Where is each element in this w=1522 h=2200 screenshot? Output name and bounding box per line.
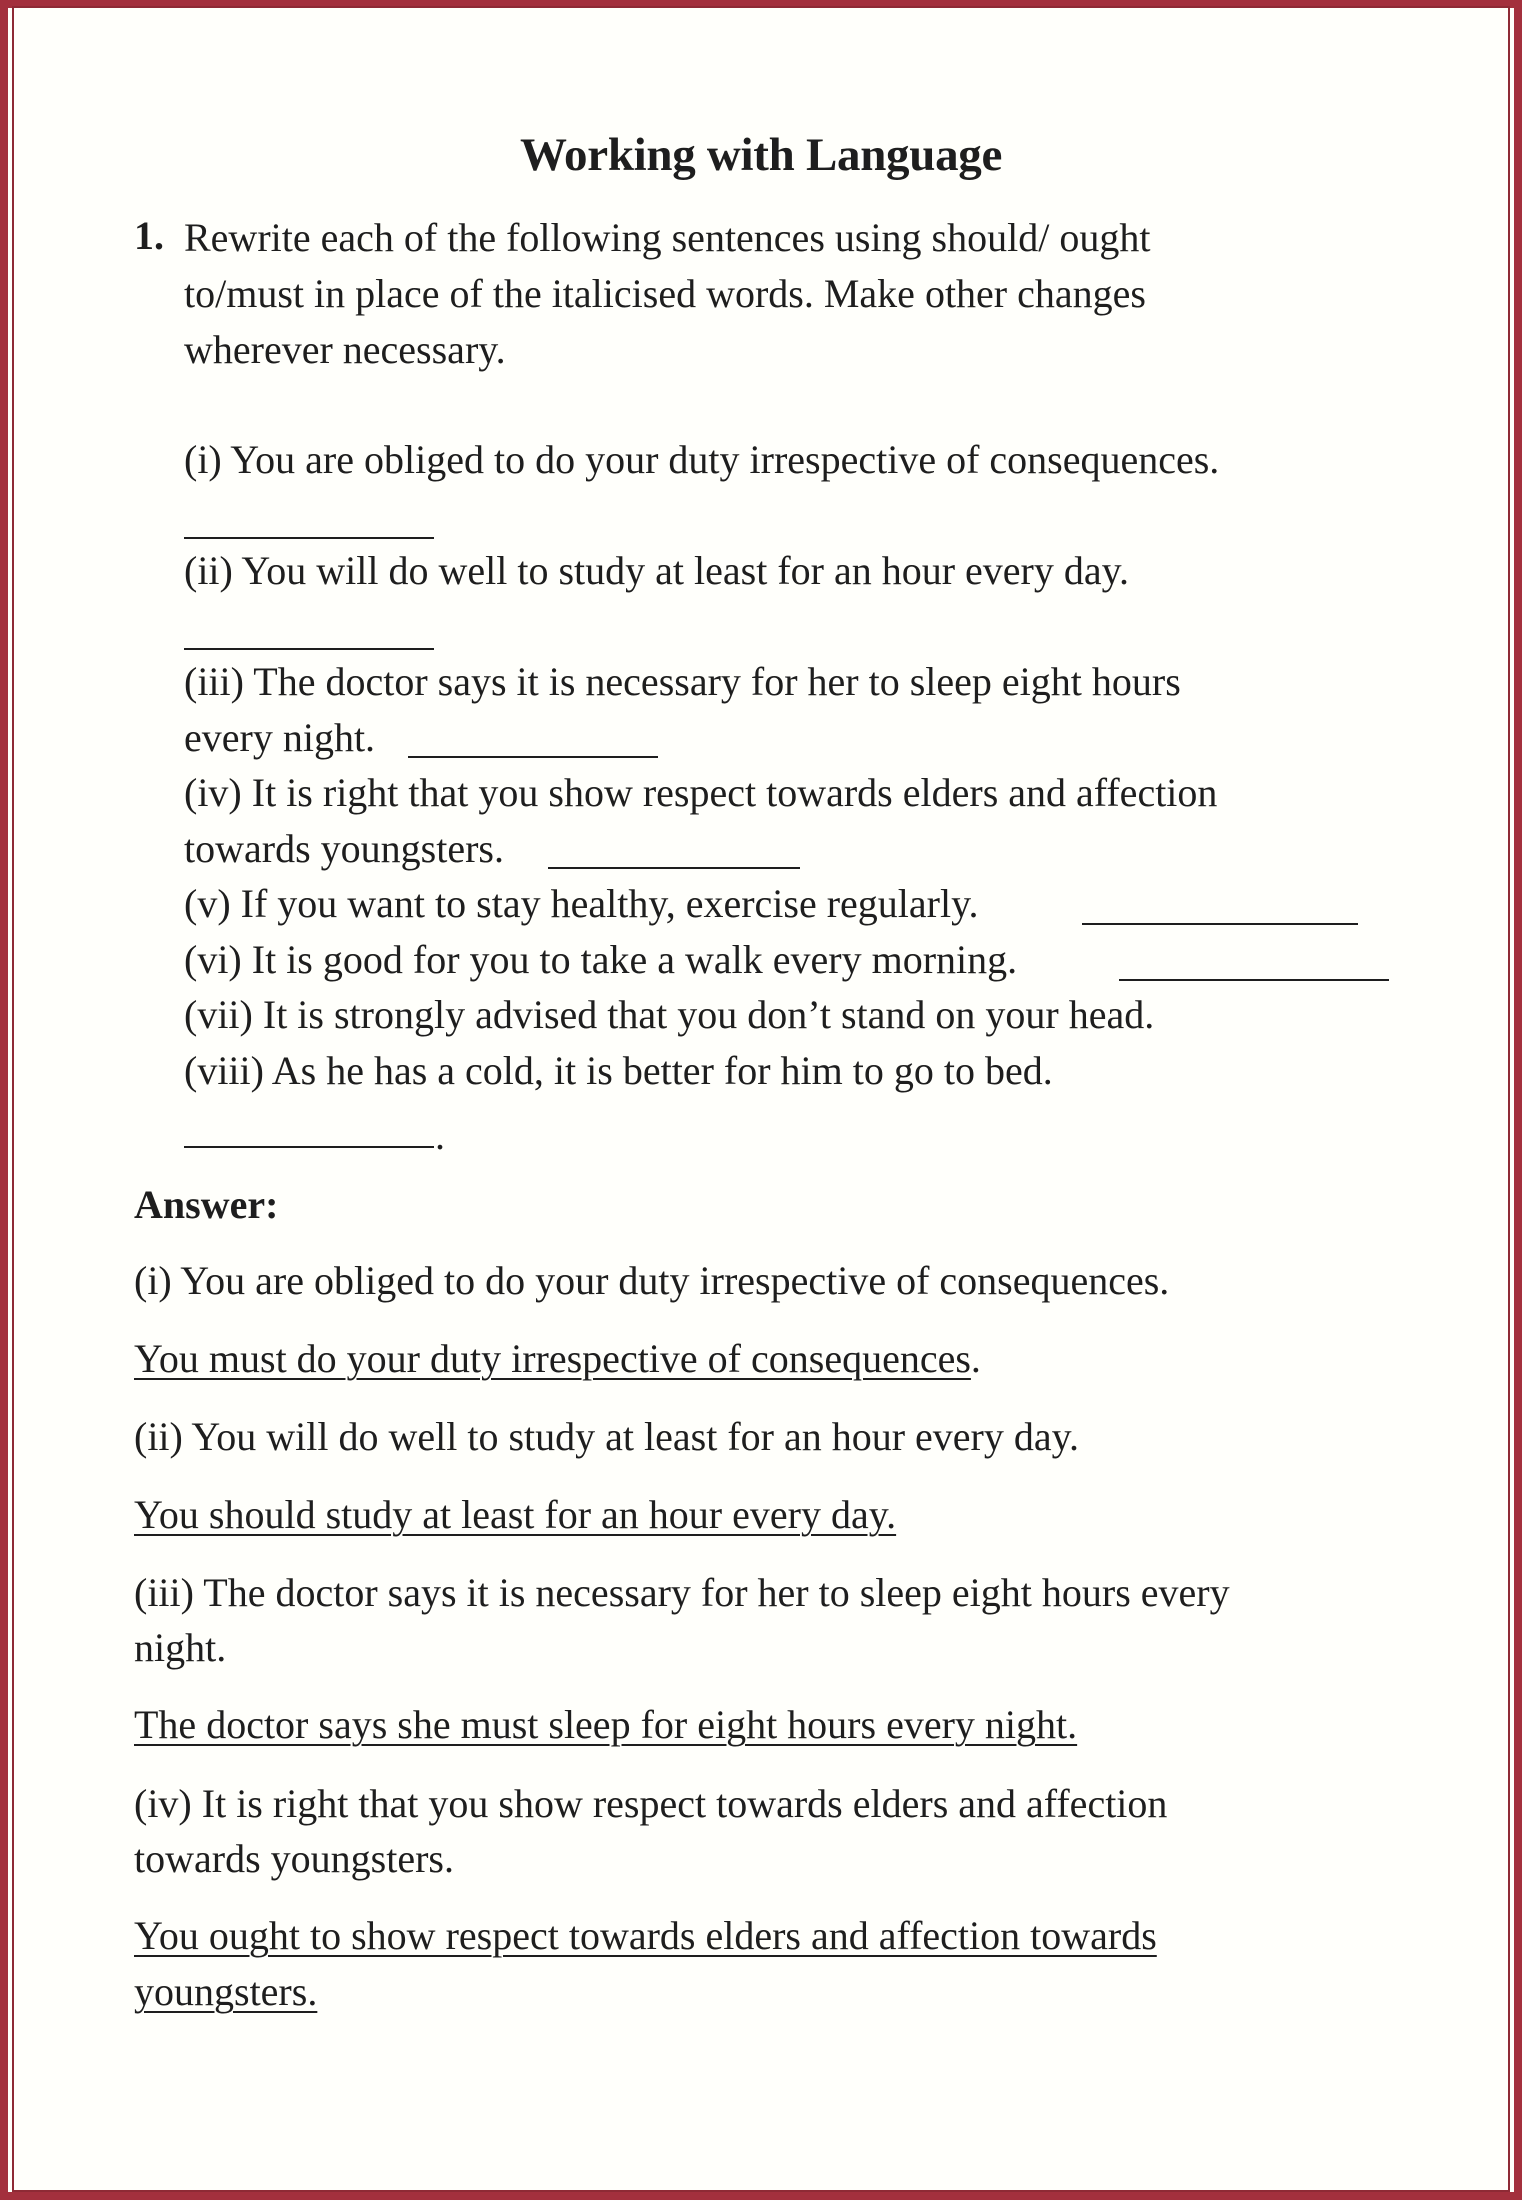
answer-blank-i[interactable] xyxy=(184,536,434,539)
question-item-v: (v) If you want to stay healthy, exercise regularly. xyxy=(184,881,979,926)
question-item-i: (i) You are obliged to do your duty irrespective of consequences. xyxy=(184,437,1220,482)
question-item-iv: (iv) It is right that you show respect towards elders and affection xyxy=(184,770,1218,815)
question-item-vi: (vi) It is good for you to take a walk every morning. xyxy=(184,937,1018,982)
question-item-iv-cont: towards youngsters. xyxy=(184,826,504,871)
answer-blank-v[interactable] xyxy=(1082,922,1358,925)
answer-question-iii: (iii) The doctor says it is necessary for her to sleep eight hours every xyxy=(134,1570,1230,1615)
answer-question-i: (i) You are obliged to do your duty irrespective of consequences. xyxy=(134,1258,1170,1303)
question-number: 1. xyxy=(134,213,164,258)
answer-question-ii: (ii) You will do well to study at least for an hour every day. xyxy=(134,1414,1080,1459)
answer-i-suffix: . xyxy=(970,1336,981,1381)
trailing-period: . xyxy=(435,1113,445,1158)
answer-iv-cont: youngsters. xyxy=(134,1969,318,2014)
instruction-line-3: wherever necessary. xyxy=(184,327,506,372)
answer-iv: You ought to show respect towards elders and affection towards xyxy=(134,1913,1157,1958)
question-item-iii: (iii) The doctor says it is necessary for her to sleep eight hours xyxy=(184,659,1181,704)
answer-heading: Answer: xyxy=(134,1182,279,1227)
question-item-ii: (ii) You will do well to study at least for an hour every day. xyxy=(184,548,1130,593)
answer-ii: You should study at least for an hour every day. xyxy=(134,1492,897,1537)
answer-blank-iv[interactable] xyxy=(548,866,800,869)
question-item-vii: (vii) It is strongly advised that you don’t stand on your head. xyxy=(184,992,1155,1037)
answer-i-text: You must do your duty irrespective of consequences xyxy=(134,1336,971,1381)
answer-question-iii-cont: night. xyxy=(134,1625,227,1670)
page-title: Working with Language xyxy=(519,129,1003,181)
question-item-iii-cont xyxy=(184,715,376,760)
instruction-line-1: Rewrite each of the following sentences using should/ ought xyxy=(184,215,1151,260)
answer-blank-ii[interactable] xyxy=(184,647,434,650)
instruction-line-2: to/must in place of the italicised words. Make other changes xyxy=(184,271,1146,316)
question-item-iii-line2: every night. xyxy=(184,715,376,760)
answer-blank-vi[interactable] xyxy=(1119,978,1389,981)
question-item-viii: (viii) As he has a cold, it is better for him to go to bed. xyxy=(184,1048,1053,1093)
answer-blank-iii[interactable] xyxy=(408,755,658,758)
answer-blank-viii[interactable] xyxy=(184,1145,434,1148)
answer-question-iv-cont: towards youngsters. xyxy=(134,1836,454,1881)
answer-question-iv: (iv) It is right that you show respect towards elders and affection xyxy=(134,1781,1168,1826)
answer-i xyxy=(134,1336,981,1381)
answer-iii: The doctor says she must sleep for eight hours every night. xyxy=(134,1702,1078,1747)
